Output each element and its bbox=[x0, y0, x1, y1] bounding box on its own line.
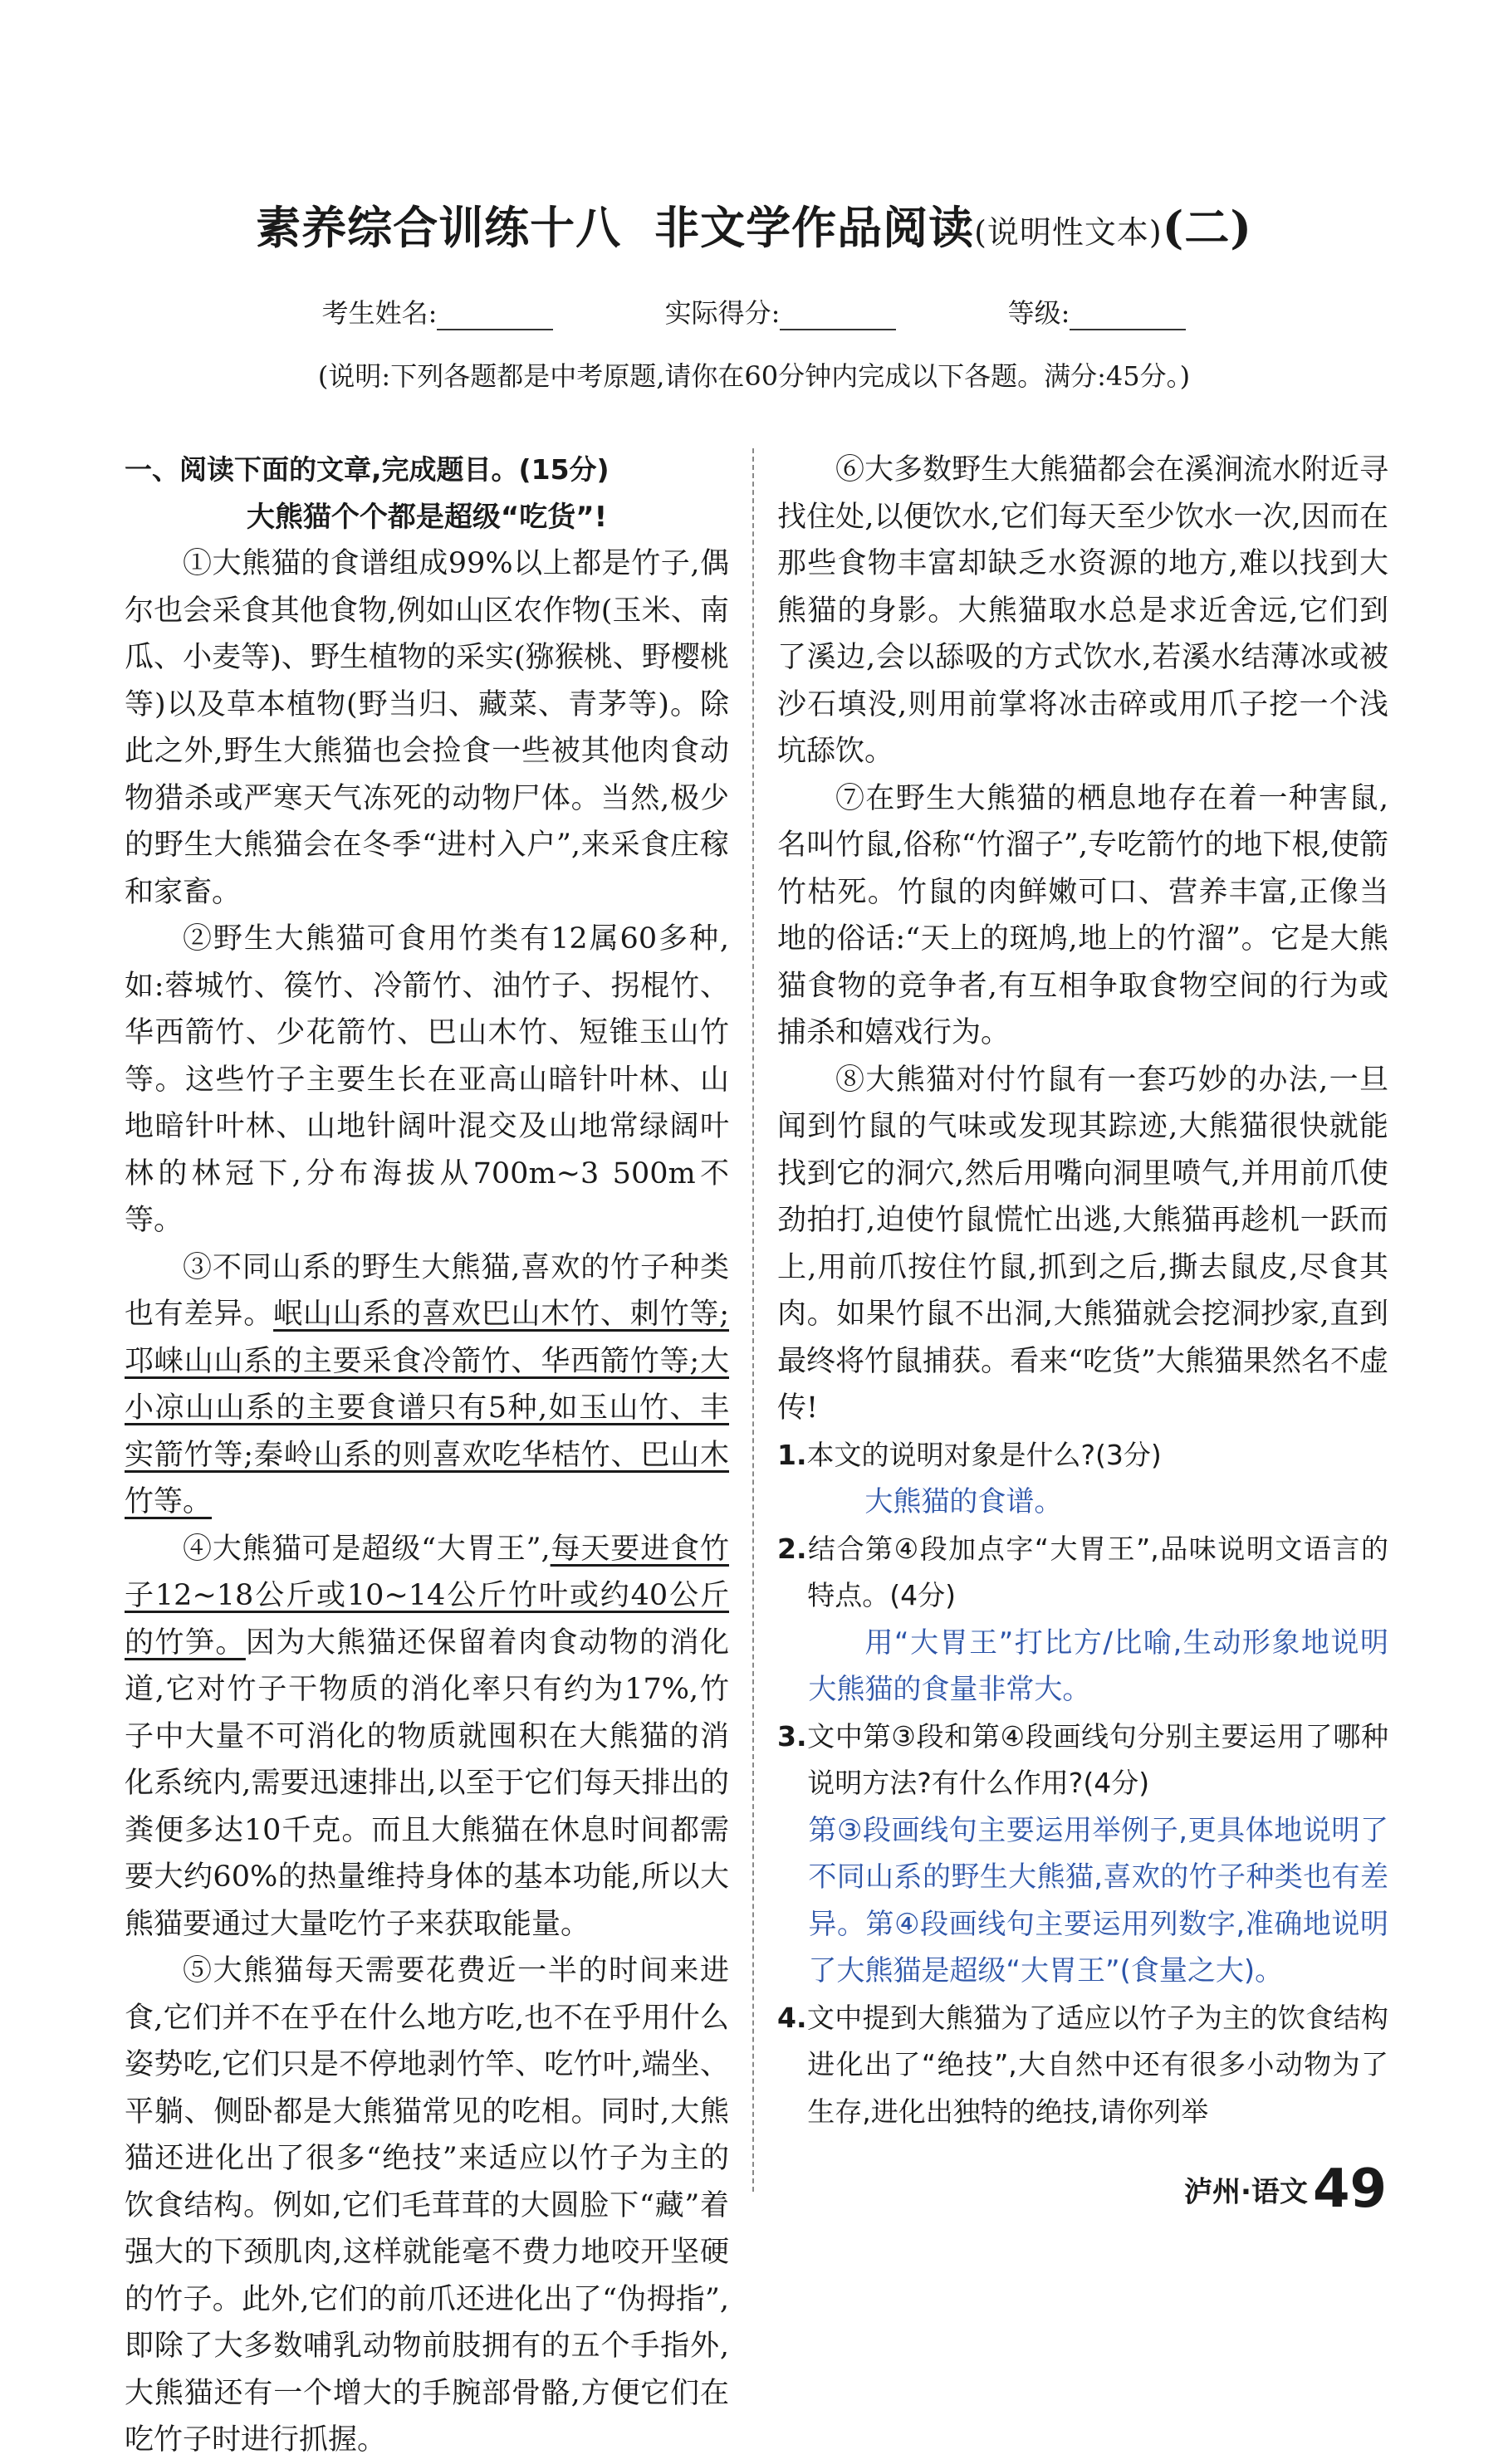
grade-blank[interactable] bbox=[1070, 304, 1186, 330]
question-4-text: 文中提到大熊猫为了适应以竹子为主的饮食结构进化出了“绝技”,大自然中还有很多小动物为了生存,进化出独特的绝技,请你列举 bbox=[806, 2001, 1388, 2128]
question-3-text: 文中第③段和第④段画线句分别主要运用了哪种说明方法?有什么作用?(4分) bbox=[806, 1719, 1388, 1799]
name-blank[interactable] bbox=[437, 304, 553, 330]
paragraph-4-intro: ④大熊猫可是超级“大胃王”, bbox=[183, 1532, 551, 1566]
question-1 bbox=[777, 1432, 1388, 1479]
question-3-number: 3. bbox=[777, 1719, 807, 1753]
question-1-number: 1. bbox=[777, 1438, 807, 1471]
question-2-text: 结合第④段加点字“大胃王”,品味说明文语言的特点。(4分) bbox=[806, 1532, 1388, 1611]
paragraph-2: ②野生大熊猫可食用竹类有12属60多种,如:蓉城竹、篌竹、冷箭竹、油竹子、拐棍竹、华西箭竹、少花箭竹、巴山木竹、短锥玉山竹等。这些竹子主要生长在亚高山暗针叶林、山地暗针叶林、山地针阔叶混交及山地常绿阔叶林的林冠下,分布海拔从700m~3 500m不等。 bbox=[125, 922, 729, 1237]
name-field[interactable] bbox=[322, 292, 554, 330]
title-sub: (说明性文本) bbox=[974, 214, 1163, 251]
name-label: 考生姓名: bbox=[321, 297, 438, 329]
paragraph-1: ①大熊猫的食谱组成99%以上都是竹子,偶尔也会采食其他食物,例如山区农作物(玉米、南瓜、小麦等)、野生植物的采实(猕猴桃、野樱桃等)以及草本植物(野当归、藏菜、青茅等)。除此之外,野生大熊猫也会捡食一些被其他肉食动物猎杀或严寒天气冻死的动物尸体。当然,极少的野生大熊猫会在冬季“进村入户”,来采食庄稼和家畜。 bbox=[125, 547, 729, 909]
score-label: 实际得分: bbox=[664, 297, 781, 329]
answer-3: 第③段画线句主要运用举例子,更具体地说明了不同山系的野生大熊猫,喜欢的竹子种类也有差异。第④段画线句主要运用列数字,准确地说明了大熊猫是超级“大胃王”(食量之大)。 bbox=[808, 1813, 1388, 1987]
instruction-note: (说明:下列各题都是中考原题,请你在60分钟内完成以下各题。满分:45分。) bbox=[317, 360, 1191, 392]
paragraph-4 bbox=[125, 1526, 729, 1948]
question-2 bbox=[777, 1526, 1388, 1620]
title-part: (二) bbox=[1162, 201, 1252, 254]
question-4-number: 4. bbox=[777, 2001, 807, 2034]
page-footer bbox=[1184, 2158, 1387, 2220]
section-heading: 一、阅读下面的文章,完成题目。(15分) bbox=[125, 453, 610, 486]
question-1-text: 本文的说明对象是什么?(3分) bbox=[806, 1438, 1162, 1471]
question-2-number: 2. bbox=[777, 1532, 807, 1565]
paragraph-4-underlined: 每天要进食竹子12~18公斤或10~14公斤竹叶或约40公斤的竹笋。 bbox=[125, 1532, 729, 1660]
right-column bbox=[777, 447, 1388, 2135]
footer-region: 泸州·语文 bbox=[1184, 2175, 1308, 2209]
paragraph-8: ⑧大熊猫对付竹鼠有一套巧妙的办法,一旦闻到竹鼠的气味或发现其踪迹,大熊猫很快就能找到它的洞穴,然后用嘴向洞里喷气,并用前爪使劲拍打,迫使竹鼠慌忙出逃,大熊猫再趁机一跃而上,用前爪按住竹鼠,抓到之后,撕去鼠皮,尽食其肉。如果竹鼠不出洞,大熊猫就会挖洞抄家,直到最终将竹鼠捕获。看来“吃货”大熊猫果然名不虚传! bbox=[777, 1063, 1388, 1425]
paragraph-3-intro: ③不同山系的野生大熊猫,喜欢的竹子种类也有差异。 bbox=[125, 1250, 729, 1331]
question-3 bbox=[777, 1714, 1388, 1807]
column-divider bbox=[752, 448, 754, 2192]
paragraph-3 bbox=[125, 1244, 729, 1526]
grade-field[interactable] bbox=[1008, 292, 1187, 330]
passage-title: 大熊猫个个都是超级“吃货”! bbox=[246, 500, 608, 534]
answer-1: 大熊猫的食谱。 bbox=[864, 1485, 1063, 1518]
title-main: 素养综合训练十八 bbox=[256, 201, 622, 254]
question-4 bbox=[777, 1995, 1388, 2136]
page-number: 49 bbox=[1312, 2158, 1387, 2220]
paragraph-3-underlined: 岷山山系的喜欢巴山木竹、刺竹等;邛崃山山系的主要采食冷箭竹、华西箭竹等;大小凉山山系的主要食谱只有5种,如玉山竹、丰实箭竹等;秦岭山系的则喜欢吃华桔竹、巴山木竹等。 bbox=[125, 1298, 729, 1518]
paragraph-4-rest: 因为大熊猫还保留着肉食动物的消化道,它对竹子干物质的消化率只有约为17%,竹子中大量不可消化的物质就囤积在大熊猫的消化系统内,需要迅速排出,以至于它们每天排出的粪便多达10千克。而且大熊猫在休息时间都需要大约60%的热量维持身体的基本功能,所以大熊猫要通过大量吃竹子来获取能量。 bbox=[125, 1626, 729, 1941]
paragraph-7: ⑦在野生大熊猫的栖息地存在着一种害鼠,名叫竹鼠,俗称“竹溜子”,专吃箭竹的地下根,使箭竹枯死。竹鼠的肉鲜嫩可口、营养丰富,正像当地的俗话:“天上的斑鸠,地上的竹溜”。它是大熊猫食物的竞争者,有互相争取食物空间的行为或捕杀和嬉戏行为。 bbox=[777, 781, 1388, 1049]
answer-2: 用“大胃王”打比方/比喻,生动形象地说明大熊猫的食量非常大。 bbox=[808, 1626, 1388, 1706]
paragraph-5: ⑤大熊猫每天需要花费近一半的时间来进食,它们并不在乎在什么地方吃,也不在乎用什么姿势吃,它们只是不停地剥竹竿、吃竹叶,端坐、平躺、侧卧都是大熊猫常见的吃相。同时,大熊猫还进化出了很多“绝技”来适应以竹子为主的饮食结构。例如,它们毛茸茸的大圆脸下“藏”着强大的下颈肌肉,这样就能毫不费力地咬开坚硬的竹子。此外,它们的前爪还进化出了“伪拇指”,即除了大多数哺乳动物前肢拥有的五个手指外,大熊猫还有一个增大的手腕部骨骼,方便它们在吃竹子时进行抓握。 bbox=[125, 1954, 729, 2457]
left-column bbox=[125, 447, 729, 2464]
student-info-fields bbox=[0, 292, 1508, 330]
page-title bbox=[0, 193, 1508, 257]
grade-label: 等级: bbox=[1007, 297, 1070, 329]
score-field[interactable] bbox=[665, 292, 897, 330]
score-blank[interactable] bbox=[780, 304, 896, 330]
paragraph-6: ⑥大多数野生大熊猫都会在溪涧流水附近寻找住处,以便饮水,它们每天至少饮水一次,因而在那些食物丰富却缺乏水资源的地方,难以找到大熊猫的身影。大熊猫取水总是求近舍远,它们到了溪边,会以舔吸的方式饮水,若溪水结薄冰或被沙石填没,则用前掌将冰击碎或用爪子挖一个浅坑舔饮。 bbox=[777, 453, 1388, 768]
title-topic: 非文学作品阅读 bbox=[654, 201, 975, 254]
